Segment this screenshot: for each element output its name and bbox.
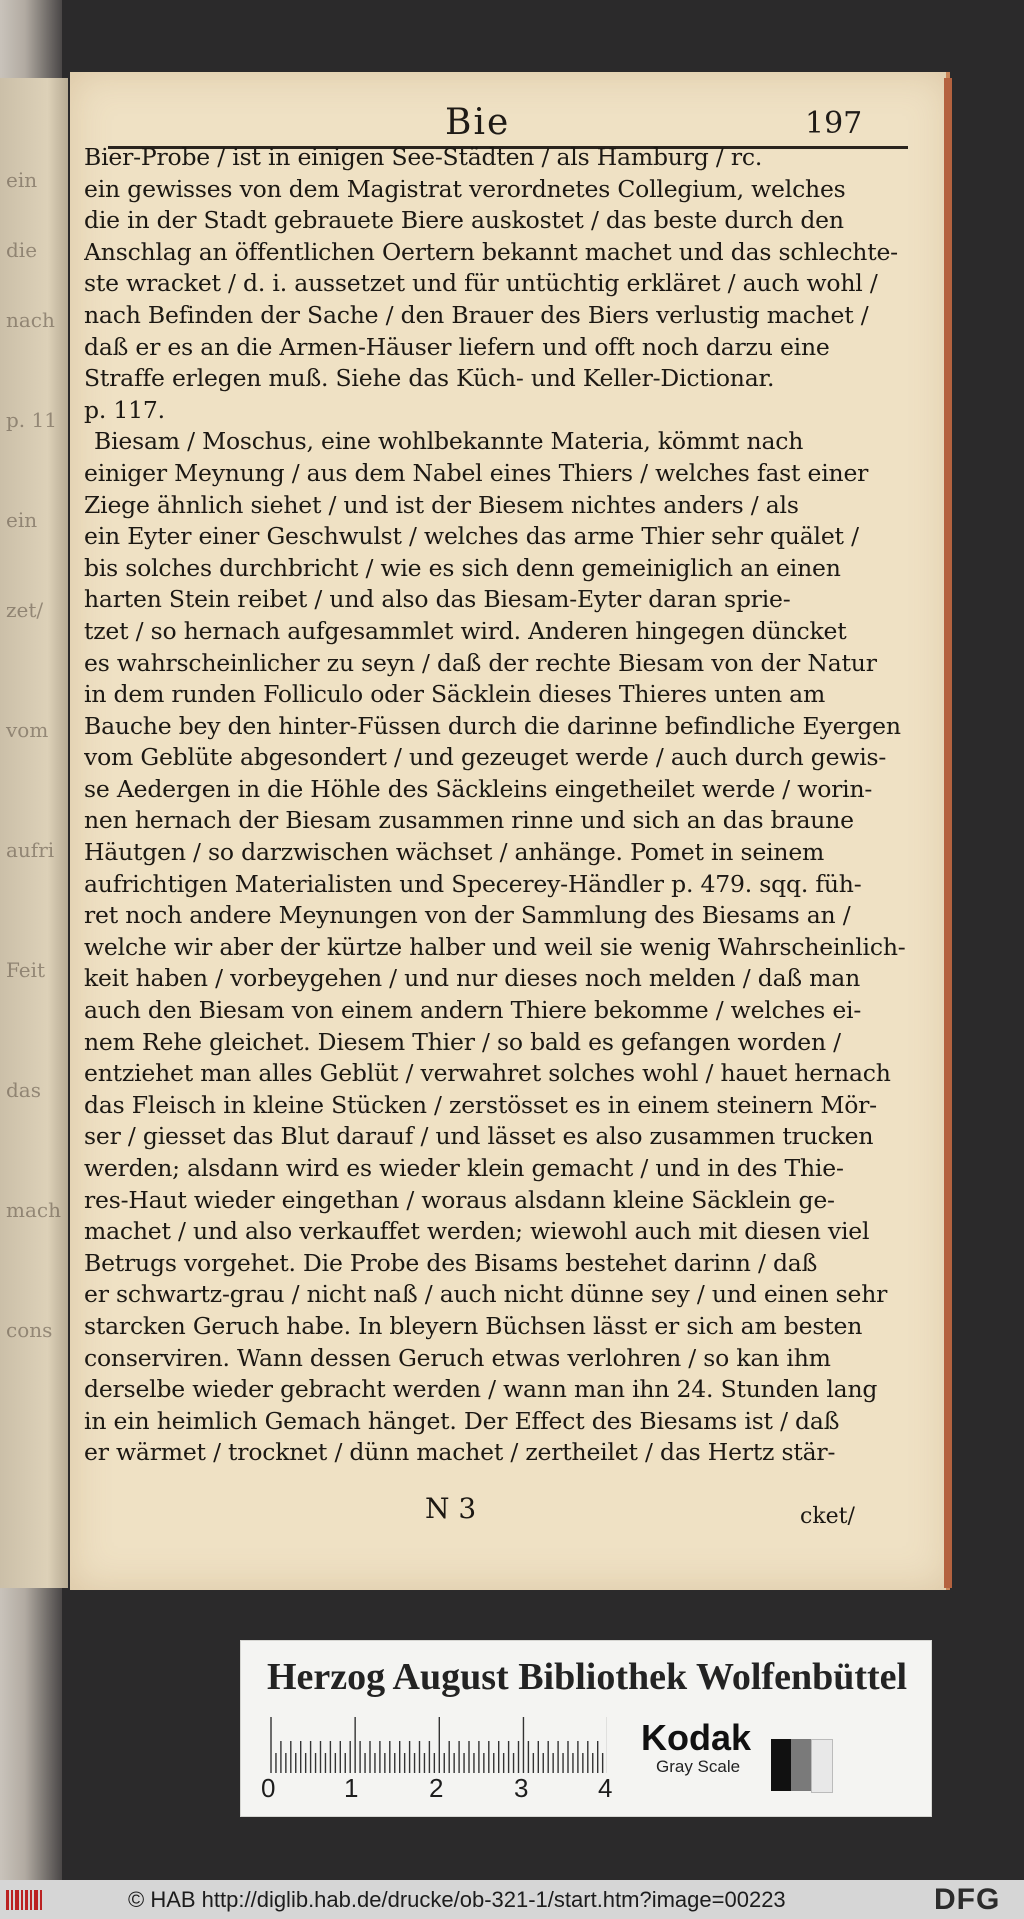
text-line: ste wracket / d. i. aussetzet und für untüchtig erkläret / auch wohl / — [84, 269, 878, 298]
text-line: harten Stein reibet / und also das Biesam-Eyter daran sprie- — [84, 585, 791, 614]
ruler-number: 0 — [261, 1773, 276, 1803]
ruler-number: 4 — [598, 1773, 613, 1803]
text-line: einiger Meynung / aus dem Nabel eines Thiers / welches fast einer — [84, 458, 869, 487]
gray-swatch-white — [811, 1739, 833, 1793]
text-line: tzet / so hernach aufgesammlet wird. Anderen hingegen düncket — [84, 616, 847, 645]
signature-mark: N 3 — [425, 1492, 477, 1525]
book-page — [70, 72, 950, 1590]
text-line: Straffe erlegen muß. Siehe das Küch- und Keller-Dictionar. — [84, 364, 775, 393]
page-edge — [944, 78, 952, 1588]
text-line: ein Eyter einer Geschwulst / welches das arme Thier sehr quälet / — [84, 522, 859, 551]
text-line: starcken Geruch habe. In bleyern Büchsen lässt er sich am besten — [84, 1311, 863, 1340]
text-line: entziehet man alles Geblüt / verwahret solches wohl / hauet hernach — [84, 1059, 891, 1088]
text-line: nem Rehe gleichet. Diesem Thier / so bald es gefangen worden / — [84, 1027, 841, 1056]
text-line: Betrugs vorgehet. Die Probe des Bisams bestehet darinn / daß — [84, 1248, 818, 1277]
text-line: ser / giesset das Blut darauf / und lässet es also zusammen trucken — [84, 1122, 874, 1151]
text-line: er wärmet / trocknet / dünn machet / zertheilet / das Hertz stär- — [84, 1438, 836, 1467]
text-line: vom Geblüte abgesondert / und gezeuget werde / auch durch gewis- — [84, 743, 887, 772]
library-color-card — [240, 1640, 932, 1817]
text-line: es wahrscheinlicher zu seyn / daß der rechte Biesam von der Natur — [84, 648, 877, 677]
catchword: cket/ — [800, 1504, 855, 1529]
text-line: machet / und also verkauffet werden; wiewohl auch mit diesen viel — [84, 1217, 870, 1246]
text-line: in ein heimlich Gemach hänget. Der Effect des Biesams ist / daß — [84, 1406, 840, 1435]
text-line: p. 117. — [84, 395, 165, 424]
text-line: welche wir aber der kürtze halber und weil sie wenig Wahrscheinlich- — [84, 932, 906, 961]
ruler-number: 1 — [344, 1773, 359, 1803]
ruler-scale — [267, 1713, 607, 1773]
ruler-ticks — [267, 1713, 607, 1773]
copyright-link[interactable]: © HAB http://diglib.hab.de/drucke/ob-321-1/start.htm?image=00223 — [128, 1887, 786, 1912]
gray-swatch-black — [771, 1739, 791, 1791]
text-line: Biesam / Moschus, eine wohlbekannte Materia, kömmt nach — [94, 427, 804, 456]
page-text — [84, 142, 924, 1469]
page-number: 197 — [805, 106, 863, 141]
text-line: in dem runden Folliculo oder Säcklein dieses Thieres unten am — [84, 680, 826, 709]
text-line: keit haben / vorbeygehen / und nur dieses noch melden / daß man — [84, 964, 861, 993]
text-line: die in der Stadt gebrauete Biere auskostet / das beste durch den — [84, 206, 844, 235]
text-line: nen hernach der Biesam zusammen rinne und sich an das braune — [84, 806, 854, 835]
running-head: Bie — [445, 102, 511, 143]
text-line: nach Befinden der Sache / den Brauer des Biers verlustig machet / — [84, 300, 869, 329]
text-line: se Aedergen in die Höhle des Säckleins eingetheilet werde / worin- — [84, 774, 873, 803]
gray-scale-label: Gray Scale — [656, 1757, 741, 1776]
text-line: bis solches durchbricht / wie es sich denn gemeiniglich an einen — [84, 553, 841, 582]
ruler-number: 2 — [429, 1773, 444, 1803]
text-line: Häutgen / so darzwischen wächset / anhänge. Pomet in seinem — [84, 838, 825, 867]
text-line: ret noch andere Meynungen von der Sammlung des Biesams an / — [84, 901, 851, 930]
text-line: ein gewisses von dem Magistrat verordnetes Collegium, welches — [84, 174, 846, 203]
kodak-logo: Kodak — [641, 1717, 752, 1758]
text-line: derselbe wieder gebracht werden / wann man ihn 24. Stunden lang — [84, 1375, 878, 1404]
text-line: er schwartz-grau / nicht naß / auch nicht dünne sey / und einen sehr — [84, 1280, 888, 1309]
text-line: Bier-Probe / ist in einigen See-Städten / als Hamburg / rc. — [84, 143, 763, 171]
text-line: aufrichtigen Materialisten und Specerey-Händler p. 479. sqq. füh- — [84, 869, 862, 898]
dfg-logo: DFG — [934, 1883, 1001, 1916]
text-line: auch den Biesam von einem andern Thiere bekomme / welches ei- — [84, 996, 862, 1025]
footer-bar — [0, 1880, 1024, 1919]
text-line: daß er es an die Armen-Häuser liefern und offt noch darzu eine — [84, 332, 830, 361]
text-line: das Fleisch in kleine Stücken / zerstösset es in einem steinern Mör- — [84, 1090, 877, 1119]
text-line: Anschlag an öffentlichen Oertern bekannt machet und das schlechte- — [84, 237, 898, 266]
gray-swatch-mid — [791, 1739, 811, 1791]
library-name: Herzog August Bibliothek Wolfenbüttel — [267, 1656, 908, 1698]
ruler-number: 3 — [514, 1773, 529, 1803]
text-line: res-Haut wieder eingethan / woraus alsdann kleine Säcklein ge- — [84, 1185, 835, 1214]
text-line: werden; alsdann wird es wieder klein gemacht / und in des Thie- — [84, 1154, 844, 1182]
text-line: Ziege ähnlich siehet / und ist der Biesem nichtes anders / als — [84, 490, 799, 519]
text-line: conserviren. Wann dessen Geruch etwas verlohren / so kan ihm — [84, 1343, 831, 1372]
previous-page-edge: ein die nach p. 11 ein zet/ vom aufri Feit das mach cons — [0, 78, 68, 1588]
barcode-icon — [6, 1888, 46, 1912]
text-line: Bauche bey den hinter-Füssen durch die darinne befindliche Eyergen — [84, 711, 901, 740]
